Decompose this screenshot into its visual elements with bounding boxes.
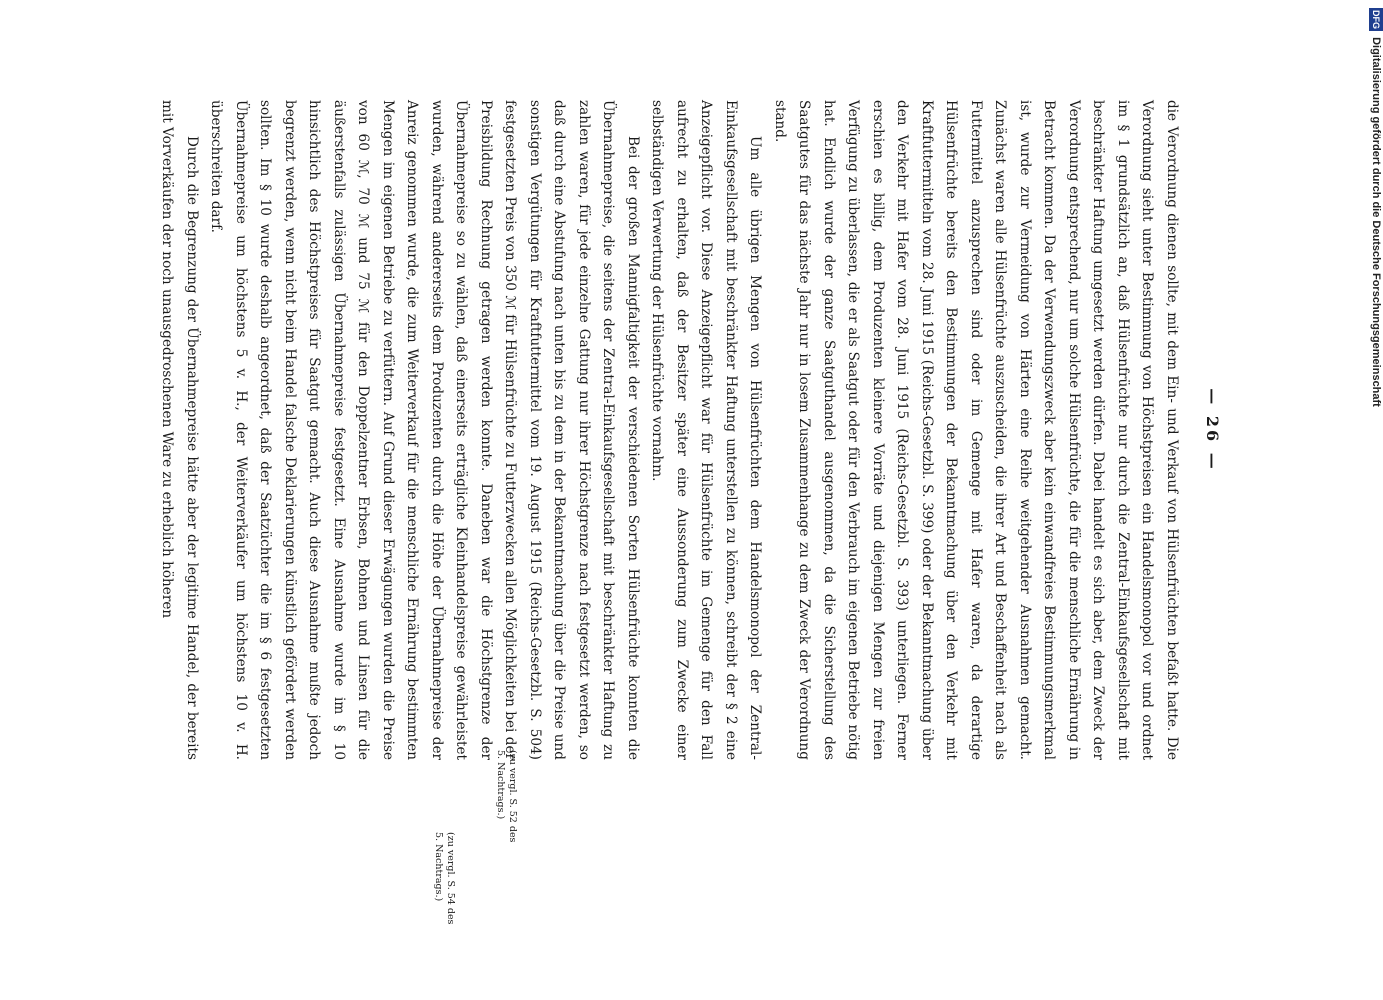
page-number-header: — 26 — xyxy=(1203,388,1222,472)
rotated-scanned-page xyxy=(152,100,1232,760)
paragraph-4: Durch die Begrenzung der Übernahmepreise hätte aber der legitime Handel, der bereits mit Vorverkäufen der noch unausgedroschenen Ware zu erheblich höheren xyxy=(159,100,200,760)
digitization-credit xyxy=(1369,8,1383,788)
paragraph-2: Um alle übrigen Mengen von Hülsenfrüchten dem Handelsmonopol der Zentral-Einkaufsgesellschaft mit beschränkter Haftung unterstellen zu können, schreibt der § 2 eine Anzeigepflicht vor. Diese Anzeigepflicht war für Hülsenfrüchte im Gemenge für den Fall aufrecht zu erhalten, daß der Besitzer später eine Aussonderung zum Zwecke einer selbständigen Verwertung der Hülsenfrüchte vornahm. xyxy=(649,100,764,760)
margin-note-2 xyxy=(494,750,518,850)
paragraph-3: Bei der großen Mannigfaltigkeit der verschiedenen Sorten Hülsenfrüchte konnten die Übernahmepreise, die seitens der Zentral-Einkaufsgesellschaft mit beschränkter Haftung zu zahlen waren, für jede einzelne Gattung nur ihrer Höchstgrenze nach festgesetzt werden, so daß durch eine Abstufung nach unten bis zu dem in der Bekanntmachung über die Preise und sonstigen Vergütungen für Kraftfuttermittel vom 19. August 1915 (Reichs-Gesetzbl. S. 504) festgesetzten Preis von 350 ℳ für Hülsenfrüchte zu Futterzwecken allen Möglichkeiten bei der Preisbildung Rechnung getragen werden konnte. Daneben war die Höchstgrenze der Übernahmepreise so zu wählen, daß einerseits erträgliche Kleinhandelspreise gewährleistet wurden, während andererseits dem Produzenten durch die Höhe der Übernahmepreise der Anreiz genommen wurde, die zum Weiterverkauf für die menschliche Ernährung bestimmten Mengen im eigenen Betriebe zu verfüttern. Auf Grund dieser Erwägungen wurden die Preise von 60 ℳ, 70 ℳ und 75 ℳ für den Doppelzentner Erbsen, Bohnen und Linsen für die äußerstenfalls zulässigen Übernahmepreise festgesetzt. Eine Ausnahme wurde im § 10 hinsichtlich des Höchstpreises für Saatgut gemacht. Auch diese Ausnahme mußte jedoch begrenzt werden, wenn nicht beim Handel falsche Deklarierungen künstlich gefördert werden sollten. Im § 10 wurde deshalb angeordnet, daß der Saatzüchter die im § 6 festgesetzten Übernahmepreise um höchstens 5 v. H., der Weiterverkäufer um höchstens 10 v. H. überschreiten darf. xyxy=(208,100,641,760)
paragraph-1: die Verordnung dienen sollte, mit dem Ein- und Verkauf von Hülsenfrüchten befaßt hatte. Die Verordnung sieht unter Bestimmung von Höchstpreisen ein Handelsmonopol vor und ordnet im § 1 grundsätzlich an, daß Hülsenfrüchte nur durch die Zentral-Einkaufsgesellschaft mit beschränkter Haftung umgesetzt werden dürfen. Dabei handelt es sich aber, dem Zweck der Verordnung entsprechend, nur um solche Hülsenfrüchte, die für die menschliche Ernährung in Betracht kommen. Da der Verwendungszweck aber kein einwandfreies Bestimmungsmerkmal ist, wurde zur Vermeidung von Härten eine Reihe weitgehender Ausnahmen gemacht. Zunächst waren alle Hülsenfrüchte auszuscheiden, die ihrer Art und Beschaffenheit nach als Futtermittel anzusprechen sind oder im Gemenge mit Hafer waren, da derartige Hülsenfrüchte bereits den Bestimmungen der Bekanntmachung über den Verkehr mit Kraftfuttermitteln vom 28. Juni 1915 (Reichs-Gesetzbl. S. 399) oder der Bekanntmachung über den Verkehr mit Hafer vom 28. Juni 1915 (Reichs-Gesetzbl. S. 393) unterliegen. Ferner erschien es billig, dem Produzenten kleinere Vorräte und diejenigen Mengen zur freien Verfügung zu überlassen, die er als Saatgut oder für den Verbrauch im eigenen Betriebe nötig hat. Endlich wurde der ganze Saatguthandel ausgenommen, da die Sicherstellung des Saatgutes für das nächste Jahr nur in losem Zusammenhange zu dem Zweck der Verordnung stand. xyxy=(772,100,1180,760)
digitization-credit-text: Digitalisierung gefördert durch die Deutsche Forschungsgemeinschaft xyxy=(1370,37,1382,407)
body-text xyxy=(155,100,1184,760)
margin-note-1-text: (zu vergl. S. 54 des 5. Nachtrags.) xyxy=(433,832,456,925)
margin-note-1 xyxy=(432,832,456,932)
dfg-logo: DFG xyxy=(1371,10,1381,29)
margin-note-2-text: (zu vergl. S. 52 des 5. Nachtrags.) xyxy=(495,750,518,843)
